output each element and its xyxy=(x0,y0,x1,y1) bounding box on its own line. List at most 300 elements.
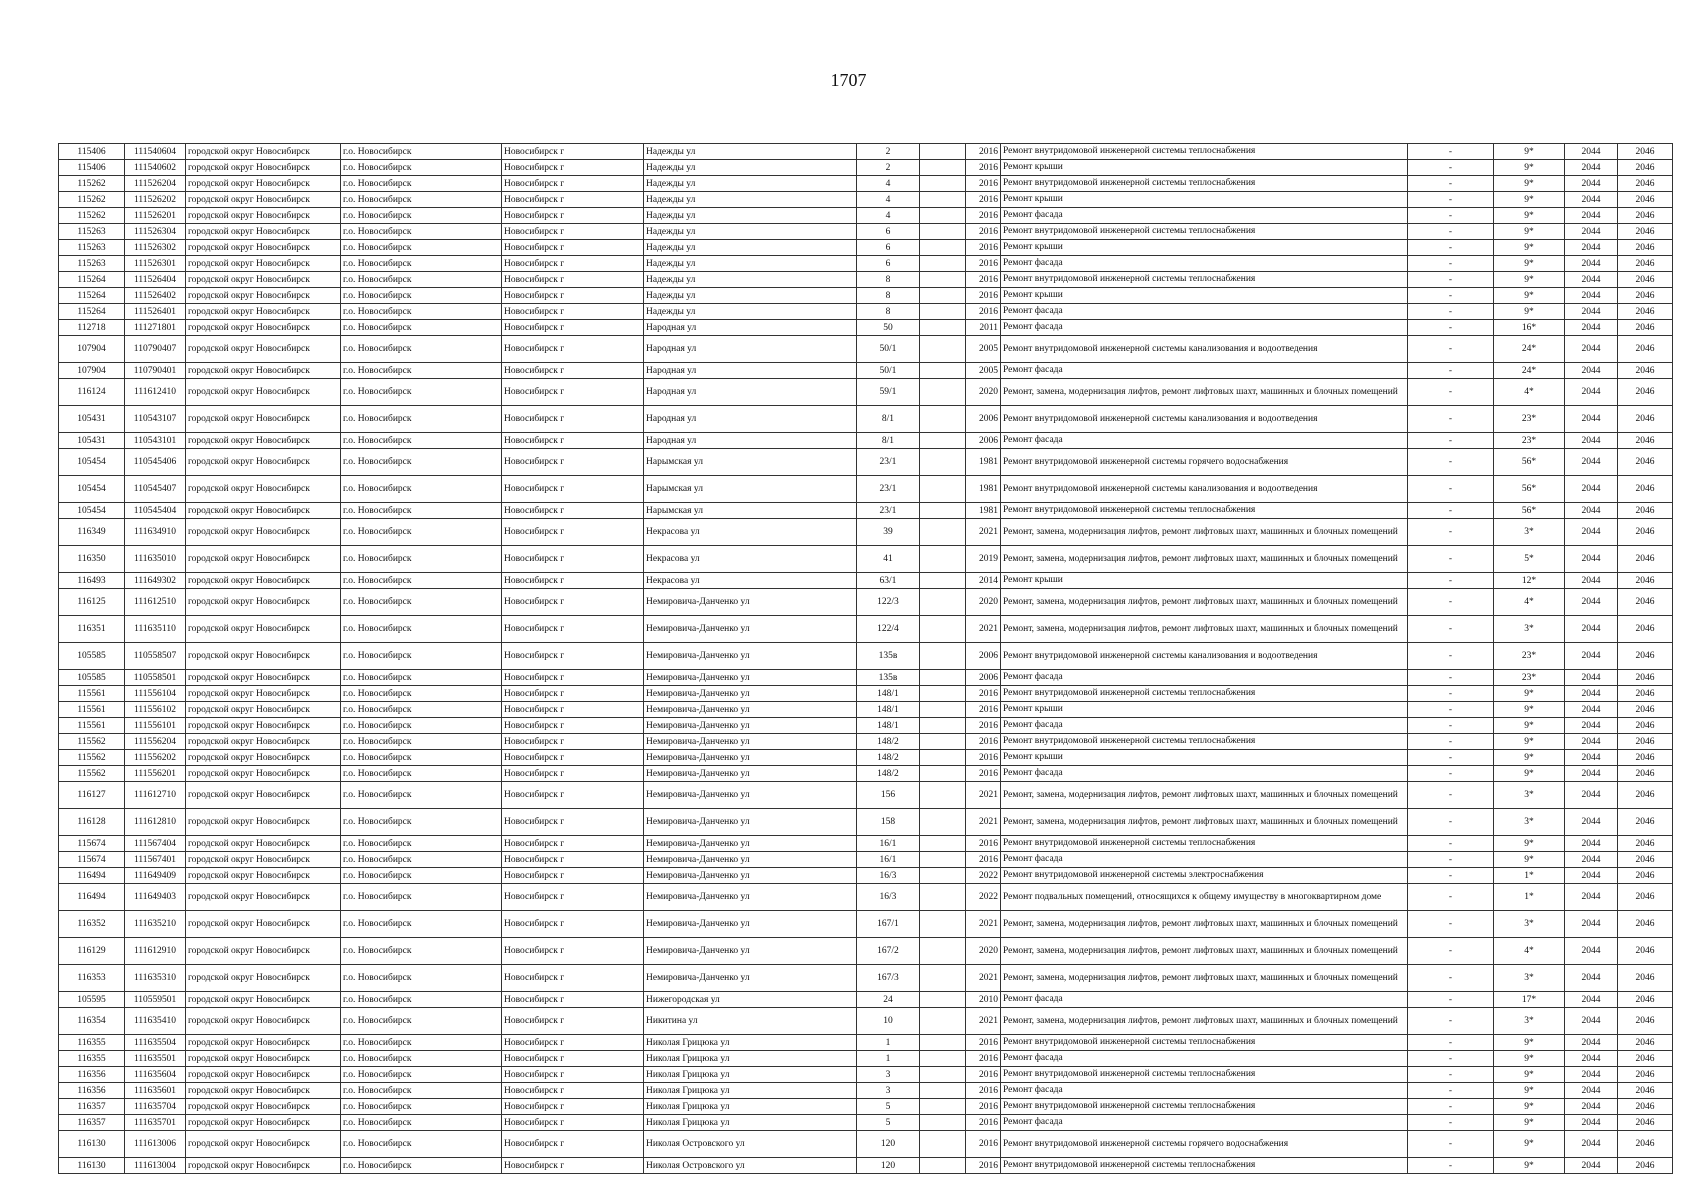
cell-year: 2022 xyxy=(966,884,1001,911)
cell-letter xyxy=(920,852,966,868)
cell-cost: - xyxy=(1408,670,1494,686)
cell-settlement: г.о. Новосибирск xyxy=(341,884,502,911)
cell-work: Ремонт фасада xyxy=(1001,718,1408,734)
cell-letter xyxy=(920,240,966,256)
cell-settlement: г.о. Новосибирск xyxy=(341,868,502,884)
cell-code: 111540604 xyxy=(125,144,186,160)
cell-id: 107904 xyxy=(59,336,125,363)
cell-plan-start: 2044 xyxy=(1565,1035,1618,1051)
table-row xyxy=(59,750,1673,766)
cell-id: 105585 xyxy=(59,643,125,670)
cell-city: Новосибирск г xyxy=(502,573,644,589)
cell-plan-end: 2046 xyxy=(1618,718,1673,734)
cell-cost: - xyxy=(1408,1131,1494,1158)
cell-plan-end: 2046 xyxy=(1618,379,1673,406)
cell-settlement: г.о. Новосибирск xyxy=(341,1131,502,1158)
cell-house: 122/3 xyxy=(857,589,920,616)
cell-plan-end: 2046 xyxy=(1618,702,1673,718)
cell-settlement: г.о. Новосибирск xyxy=(341,616,502,643)
cell-code: 111649409 xyxy=(125,868,186,884)
table-row xyxy=(59,546,1673,573)
cell-plan-end: 2046 xyxy=(1618,546,1673,573)
cell-work: Ремонт подвальных помещений, относящихся к общему имуществу в многоквартирном доме xyxy=(1001,884,1408,911)
cell-id: 115262 xyxy=(59,192,125,208)
cell-year: 2021 xyxy=(966,911,1001,938)
cell-street: Немировича-Данченко ул xyxy=(644,670,857,686)
cell-plan-start: 2044 xyxy=(1565,809,1618,836)
table-row xyxy=(59,336,1673,363)
cell-code: 111635601 xyxy=(125,1083,186,1099)
cell-letter xyxy=(920,670,966,686)
cell-cost: - xyxy=(1408,208,1494,224)
cell-settlement: г.о. Новосибирск xyxy=(341,224,502,240)
cell-plan-start: 2044 xyxy=(1565,573,1618,589)
cell-work: Ремонт внутридомовой инженерной системы теплоснабжения xyxy=(1001,176,1408,192)
cell-work: Ремонт внутридомовой инженерной системы теплоснабжения xyxy=(1001,1158,1408,1174)
cell-settlement: г.о. Новосибирск xyxy=(341,938,502,965)
cell-term: 24* xyxy=(1494,363,1565,379)
cell-work: Ремонт фасада xyxy=(1001,304,1408,320)
cell-cost: - xyxy=(1408,1158,1494,1174)
cell-municipality: городской округ Новосибирск xyxy=(186,766,341,782)
cell-term: 3* xyxy=(1494,911,1565,938)
table-row xyxy=(59,379,1673,406)
cell-house: 23/1 xyxy=(857,503,920,519)
cell-municipality: городской округ Новосибирск xyxy=(186,224,341,240)
cell-settlement: г.о. Новосибирск xyxy=(341,379,502,406)
cell-work: Ремонт крыши xyxy=(1001,573,1408,589)
cell-work: Ремонт, замена, модернизация лифтов, ремонт лифтовых шахт, машинных и блочных помещений xyxy=(1001,589,1408,616)
cell-term: 12* xyxy=(1494,573,1565,589)
cell-municipality: городской округ Новосибирск xyxy=(186,1115,341,1131)
cell-settlement: г.о. Новосибирск xyxy=(341,1035,502,1051)
cell-plan-start: 2044 xyxy=(1565,503,1618,519)
cell-id: 116356 xyxy=(59,1067,125,1083)
cell-plan-end: 2046 xyxy=(1618,503,1673,519)
cell-street: Немировича-Данченко ул xyxy=(644,911,857,938)
cell-street: Немировича-Данченко ул xyxy=(644,782,857,809)
cell-id: 105595 xyxy=(59,992,125,1008)
cell-code: 110558501 xyxy=(125,670,186,686)
cell-code: 111556202 xyxy=(125,750,186,766)
cell-id: 116357 xyxy=(59,1099,125,1115)
cell-id: 115264 xyxy=(59,304,125,320)
cell-code: 111271801 xyxy=(125,320,186,336)
cell-plan-end: 2046 xyxy=(1618,406,1673,433)
cell-letter xyxy=(920,643,966,670)
cell-settlement: г.о. Новосибирск xyxy=(341,718,502,734)
cell-term: 9* xyxy=(1494,160,1565,176)
cell-code: 111612510 xyxy=(125,589,186,616)
cell-code: 111613004 xyxy=(125,1158,186,1174)
cell-id: 116355 xyxy=(59,1051,125,1067)
cell-plan-start: 2044 xyxy=(1565,1115,1618,1131)
cell-letter xyxy=(920,144,966,160)
cell-year: 1981 xyxy=(966,503,1001,519)
cell-letter xyxy=(920,782,966,809)
cell-id: 115264 xyxy=(59,288,125,304)
cell-work: Ремонт внутридомовой инженерной системы теплоснабжения xyxy=(1001,144,1408,160)
table-row xyxy=(59,782,1673,809)
cell-cost: - xyxy=(1408,288,1494,304)
cell-code: 111526302 xyxy=(125,240,186,256)
cell-cost: - xyxy=(1408,1067,1494,1083)
cell-settlement: г.о. Новосибирск xyxy=(341,992,502,1008)
cell-settlement: г.о. Новосибирск xyxy=(341,336,502,363)
cell-id: 116130 xyxy=(59,1131,125,1158)
cell-city: Новосибирск г xyxy=(502,379,644,406)
cell-year: 2006 xyxy=(966,406,1001,433)
cell-plan-start: 2044 xyxy=(1565,1083,1618,1099)
cell-street: Немировича-Данченко ул xyxy=(644,616,857,643)
cell-code: 111567404 xyxy=(125,836,186,852)
cell-work: Ремонт, замена, модернизация лифтов, ремонт лифтовых шахт, машинных и блочных помещений xyxy=(1001,519,1408,546)
cell-id: 105431 xyxy=(59,433,125,449)
cell-year: 1981 xyxy=(966,476,1001,503)
cell-settlement: г.о. Новосибирск xyxy=(341,1115,502,1131)
cell-municipality: городской округ Новосибирск xyxy=(186,1035,341,1051)
cell-municipality: городской округ Новосибирск xyxy=(186,449,341,476)
cell-plan-end: 2046 xyxy=(1618,766,1673,782)
cell-street: Немировича-Данченко ул xyxy=(644,809,857,836)
cell-municipality: городской округ Новосибирск xyxy=(186,573,341,589)
cell-settlement: г.о. Новосибирск xyxy=(341,240,502,256)
cell-municipality: городской округ Новосибирск xyxy=(186,1131,341,1158)
cell-id: 115263 xyxy=(59,224,125,240)
cell-term: 9* xyxy=(1494,1051,1565,1067)
cell-street: Надежды ул xyxy=(644,144,857,160)
cell-id: 105431 xyxy=(59,406,125,433)
cell-cost: - xyxy=(1408,1115,1494,1131)
cell-plan-end: 2046 xyxy=(1618,519,1673,546)
cell-city: Новосибирск г xyxy=(502,160,644,176)
repair-registry-table xyxy=(58,143,1673,1174)
cell-cost: - xyxy=(1408,519,1494,546)
cell-plan-end: 2046 xyxy=(1618,911,1673,938)
cell-letter xyxy=(920,304,966,320)
cell-term: 9* xyxy=(1494,240,1565,256)
cell-code: 111540602 xyxy=(125,160,186,176)
cell-id: 115561 xyxy=(59,702,125,718)
cell-municipality: городской округ Новосибирск xyxy=(186,363,341,379)
cell-settlement: г.о. Новосибирск xyxy=(341,433,502,449)
cell-letter xyxy=(920,449,966,476)
table-row xyxy=(59,256,1673,272)
cell-code: 111635210 xyxy=(125,911,186,938)
cell-plan-end: 2046 xyxy=(1618,852,1673,868)
cell-plan-start: 2044 xyxy=(1565,288,1618,304)
cell-term: 9* xyxy=(1494,718,1565,734)
cell-street: Немировича-Данченко ул xyxy=(644,702,857,718)
cell-municipality: городской округ Новосибирск xyxy=(186,176,341,192)
cell-term: 9* xyxy=(1494,1115,1565,1131)
cell-code: 111649403 xyxy=(125,884,186,911)
cell-settlement: г.о. Новосибирск xyxy=(341,573,502,589)
cell-letter xyxy=(920,519,966,546)
cell-id: 116493 xyxy=(59,573,125,589)
table-row xyxy=(59,643,1673,670)
cell-term: 9* xyxy=(1494,852,1565,868)
cell-work: Ремонт, замена, модернизация лифтов, ремонт лифтовых шахт, машинных и блочных помещений xyxy=(1001,809,1408,836)
cell-street: Николая Островского ул xyxy=(644,1158,857,1174)
cell-term: 4* xyxy=(1494,379,1565,406)
cell-municipality: городской округ Новосибирск xyxy=(186,670,341,686)
cell-street: Народная ул xyxy=(644,406,857,433)
table-row xyxy=(59,702,1673,718)
cell-city: Новосибирск г xyxy=(502,433,644,449)
cell-settlement: г.о. Новосибирск xyxy=(341,809,502,836)
cell-term: 23* xyxy=(1494,433,1565,449)
cell-letter xyxy=(920,884,966,911)
cell-plan-end: 2046 xyxy=(1618,589,1673,616)
cell-term: 9* xyxy=(1494,702,1565,718)
cell-year: 2010 xyxy=(966,992,1001,1008)
cell-year: 2005 xyxy=(966,363,1001,379)
table-row xyxy=(59,433,1673,449)
cell-letter xyxy=(920,1051,966,1067)
cell-house: 167/1 xyxy=(857,911,920,938)
cell-cost: - xyxy=(1408,379,1494,406)
cell-year: 2021 xyxy=(966,782,1001,809)
cell-id: 115674 xyxy=(59,836,125,852)
cell-house: 5 xyxy=(857,1099,920,1115)
cell-city: Новосибирск г xyxy=(502,836,644,852)
cell-plan-start: 2044 xyxy=(1565,1051,1618,1067)
cell-year: 2011 xyxy=(966,320,1001,336)
cell-cost: - xyxy=(1408,938,1494,965)
cell-street: Нарымская ул xyxy=(644,449,857,476)
cell-code: 111526202 xyxy=(125,192,186,208)
cell-settlement: г.о. Новосибирск xyxy=(341,670,502,686)
cell-letter xyxy=(920,1008,966,1035)
cell-street: Нарымская ул xyxy=(644,476,857,503)
table-row xyxy=(59,1115,1673,1131)
cell-plan-end: 2046 xyxy=(1618,836,1673,852)
cell-id: 115562 xyxy=(59,766,125,782)
table-row xyxy=(59,1083,1673,1099)
cell-city: Новосибирск г xyxy=(502,208,644,224)
cell-settlement: г.о. Новосибирск xyxy=(341,519,502,546)
cell-plan-end: 2046 xyxy=(1618,1083,1673,1099)
table-row xyxy=(59,449,1673,476)
cell-house: 16/3 xyxy=(857,868,920,884)
cell-plan-start: 2044 xyxy=(1565,734,1618,750)
cell-city: Новосибирск г xyxy=(502,992,644,1008)
cell-house: 148/1 xyxy=(857,702,920,718)
cell-year: 2016 xyxy=(966,1051,1001,1067)
cell-cost: - xyxy=(1408,1008,1494,1035)
cell-letter xyxy=(920,1158,966,1174)
cell-work: Ремонт, замена, модернизация лифтов, ремонт лифтовых шахт, машинных и блочных помещений xyxy=(1001,938,1408,965)
cell-house: 2 xyxy=(857,160,920,176)
cell-street: Немировича-Данченко ул xyxy=(644,965,857,992)
cell-house: 16/1 xyxy=(857,852,920,868)
cell-house: 1 xyxy=(857,1035,920,1051)
cell-house: 148/2 xyxy=(857,750,920,766)
cell-term: 4* xyxy=(1494,589,1565,616)
cell-id: 105454 xyxy=(59,449,125,476)
cell-municipality: городской округ Новосибирск xyxy=(186,160,341,176)
cell-plan-start: 2044 xyxy=(1565,766,1618,782)
cell-settlement: г.о. Новосибирск xyxy=(341,782,502,809)
cell-house: 148/2 xyxy=(857,734,920,750)
cell-settlement: г.о. Новосибирск xyxy=(341,1083,502,1099)
cell-cost: - xyxy=(1408,449,1494,476)
cell-letter xyxy=(920,750,966,766)
cell-plan-end: 2046 xyxy=(1618,734,1673,750)
cell-code: 111556102 xyxy=(125,702,186,718)
cell-plan-start: 2044 xyxy=(1565,1067,1618,1083)
cell-city: Новосибирск г xyxy=(502,589,644,616)
cell-code: 111635501 xyxy=(125,1051,186,1067)
table-row xyxy=(59,965,1673,992)
cell-id: 116356 xyxy=(59,1083,125,1099)
cell-street: Надежды ул xyxy=(644,224,857,240)
cell-code: 111612810 xyxy=(125,809,186,836)
cell-municipality: городской округ Новосибирск xyxy=(186,643,341,670)
cell-year: 2021 xyxy=(966,965,1001,992)
cell-street: Немировича-Данченко ул xyxy=(644,884,857,911)
cell-municipality: городской округ Новосибирск xyxy=(186,1067,341,1083)
cell-plan-start: 2044 xyxy=(1565,304,1618,320)
cell-cost: - xyxy=(1408,256,1494,272)
cell-code: 111613006 xyxy=(125,1131,186,1158)
cell-id: 115264 xyxy=(59,272,125,288)
cell-city: Новосибирск г xyxy=(502,868,644,884)
cell-term: 9* xyxy=(1494,750,1565,766)
cell-plan-end: 2046 xyxy=(1618,176,1673,192)
cell-plan-start: 2044 xyxy=(1565,224,1618,240)
cell-work: Ремонт внутридомовой инженерной системы горячего водоснабжения xyxy=(1001,449,1408,476)
cell-letter xyxy=(920,809,966,836)
cell-plan-end: 2046 xyxy=(1618,288,1673,304)
cell-plan-end: 2046 xyxy=(1618,320,1673,336)
cell-cost: - xyxy=(1408,503,1494,519)
cell-cost: - xyxy=(1408,1099,1494,1115)
cell-id: 116494 xyxy=(59,868,125,884)
cell-municipality: городской округ Новосибирск xyxy=(186,702,341,718)
cell-id: 116353 xyxy=(59,965,125,992)
cell-work: Ремонт фасада xyxy=(1001,320,1408,336)
cell-city: Новосибирск г xyxy=(502,476,644,503)
cell-id: 116357 xyxy=(59,1115,125,1131)
cell-id: 116127 xyxy=(59,782,125,809)
cell-plan-end: 2046 xyxy=(1618,208,1673,224)
cell-work: Ремонт фасада xyxy=(1001,766,1408,782)
table-row xyxy=(59,766,1673,782)
cell-city: Новосибирск г xyxy=(502,1158,644,1174)
cell-house: 10 xyxy=(857,1008,920,1035)
table-row xyxy=(59,406,1673,433)
cell-letter xyxy=(920,224,966,240)
cell-term: 3* xyxy=(1494,782,1565,809)
cell-year: 2016 xyxy=(966,224,1001,240)
cell-work: Ремонт внутридомовой инженерной системы теплоснабжения xyxy=(1001,272,1408,288)
cell-year: 2016 xyxy=(966,1158,1001,1174)
table-row xyxy=(59,144,1673,160)
cell-id: 105454 xyxy=(59,503,125,519)
cell-term: 56* xyxy=(1494,476,1565,503)
cell-letter xyxy=(920,1035,966,1051)
cell-year: 2016 xyxy=(966,144,1001,160)
cell-work: Ремонт крыши xyxy=(1001,288,1408,304)
cell-house: 39 xyxy=(857,519,920,546)
cell-letter xyxy=(920,718,966,734)
cell-municipality: городской округ Новосибирск xyxy=(186,911,341,938)
cell-settlement: г.о. Новосибирск xyxy=(341,911,502,938)
cell-letter xyxy=(920,433,966,449)
cell-municipality: городской округ Новосибирск xyxy=(186,718,341,734)
cell-year: 2016 xyxy=(966,272,1001,288)
cell-cost: - xyxy=(1408,272,1494,288)
cell-settlement: г.о. Новосибирск xyxy=(341,836,502,852)
cell-work: Ремонт фасада xyxy=(1001,433,1408,449)
cell-city: Новосибирск г xyxy=(502,406,644,433)
cell-work: Ремонт фасада xyxy=(1001,670,1408,686)
cell-letter xyxy=(920,406,966,433)
cell-settlement: г.о. Новосибирск xyxy=(341,1051,502,1067)
cell-street: Немировича-Данченко ул xyxy=(644,938,857,965)
cell-id: 105454 xyxy=(59,476,125,503)
cell-plan-start: 2044 xyxy=(1565,718,1618,734)
cell-cost: - xyxy=(1408,224,1494,240)
cell-code: 110545407 xyxy=(125,476,186,503)
cell-year: 2016 xyxy=(966,160,1001,176)
cell-plan-start: 2044 xyxy=(1565,160,1618,176)
cell-house: 8/1 xyxy=(857,406,920,433)
cell-settlement: г.о. Новосибирск xyxy=(341,406,502,433)
cell-letter xyxy=(920,911,966,938)
cell-term: 9* xyxy=(1494,686,1565,702)
cell-city: Новосибирск г xyxy=(502,256,644,272)
cell-id: 115406 xyxy=(59,160,125,176)
cell-plan-end: 2046 xyxy=(1618,336,1673,363)
cell-id: 115674 xyxy=(59,852,125,868)
cell-code: 111526301 xyxy=(125,256,186,272)
cell-plan-end: 2046 xyxy=(1618,272,1673,288)
cell-letter xyxy=(920,379,966,406)
table-row xyxy=(59,176,1673,192)
cell-cost: - xyxy=(1408,643,1494,670)
cell-city: Новосибирск г xyxy=(502,1035,644,1051)
cell-municipality: городской округ Новосибирск xyxy=(186,288,341,304)
cell-municipality: городской округ Новосибирск xyxy=(186,1051,341,1067)
cell-city: Новосибирск г xyxy=(502,911,644,938)
cell-settlement: г.о. Новосибирск xyxy=(341,546,502,573)
cell-term: 9* xyxy=(1494,836,1565,852)
cell-city: Новосибирск г xyxy=(502,336,644,363)
cell-municipality: городской округ Новосибирск xyxy=(186,240,341,256)
cell-plan-end: 2046 xyxy=(1618,363,1673,379)
cell-plan-end: 2046 xyxy=(1618,965,1673,992)
table-row xyxy=(59,272,1673,288)
table-row xyxy=(59,1051,1673,1067)
cell-plan-end: 2046 xyxy=(1618,1131,1673,1158)
cell-letter xyxy=(920,938,966,965)
cell-municipality: городской округ Новосибирск xyxy=(186,1158,341,1174)
cell-municipality: городской округ Новосибирск xyxy=(186,868,341,884)
cell-letter xyxy=(920,766,966,782)
cell-work: Ремонт внутридомовой инженерной системы теплоснабжения xyxy=(1001,224,1408,240)
cell-year: 2016 xyxy=(966,686,1001,702)
cell-code: 110790401 xyxy=(125,363,186,379)
cell-city: Новосибирск г xyxy=(502,718,644,734)
cell-term: 4* xyxy=(1494,938,1565,965)
cell-term: 17* xyxy=(1494,992,1565,1008)
cell-letter xyxy=(920,573,966,589)
cell-letter xyxy=(920,686,966,702)
cell-term: 9* xyxy=(1494,1083,1565,1099)
